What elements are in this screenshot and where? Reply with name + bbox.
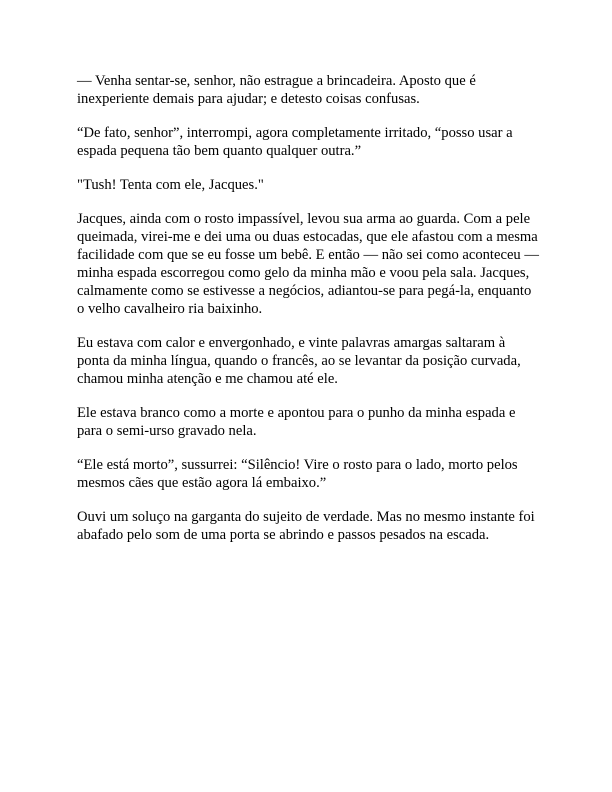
paragraph: “De fato, senhor”, interrompi, agora completamente irritado, “posso usar a espada pequena tão bem quanto qualquer outra.” (77, 125, 513, 159)
paragraph: — Venha sentar-se, senhor, não estrague a brincadeira. Aposto que é inexperiente demais para ajudar; e detesto coisas confusas. (77, 73, 476, 107)
paragraph: Jacques, ainda com o rosto impassível, levou sua arma ao guarda. Com a pele queimada, virei-me e dei uma ou duas estocadas, que ele afastou com a mesma facilidade com que se eu fosse um bebê. E então — não sei como aconteceu — minha espada escorregou como gelo da minha mão e voou pela sala. Jacques, calmamente como se estivesse a negócios, adiantou-se para pegá-la, enquanto o velho cavalheiro ria baixinho. (77, 211, 539, 317)
paragraph: Eu estava com calor e envergonhado, e vinte palavras amargas saltaram à ponta da minha língua, quando o francês, ao se levantar da posição curvada, chamou minha atenção e me chamou até ele. (77, 335, 521, 387)
paragraph: Ele estava branco como a morte e apontou para o punho da minha espada e para o semi-urso gravado nela. (77, 405, 516, 439)
paragraph: "Tush! Tenta com ele, Jacques." (77, 177, 264, 193)
paragraph: Ouvi um soluço na garganta do sujeito de verdade. Mas no mesmo instante foi abafado pelo som de uma porta se abrindo e passos pesados na escada. (77, 509, 535, 543)
paragraph: “Ele está morto”, sussurrei: “Silêncio! Vire o rosto para o lado, morto pelos mesmos cães que estão agora lá embaixo.” (77, 457, 518, 491)
document-page (77, 72, 539, 560)
